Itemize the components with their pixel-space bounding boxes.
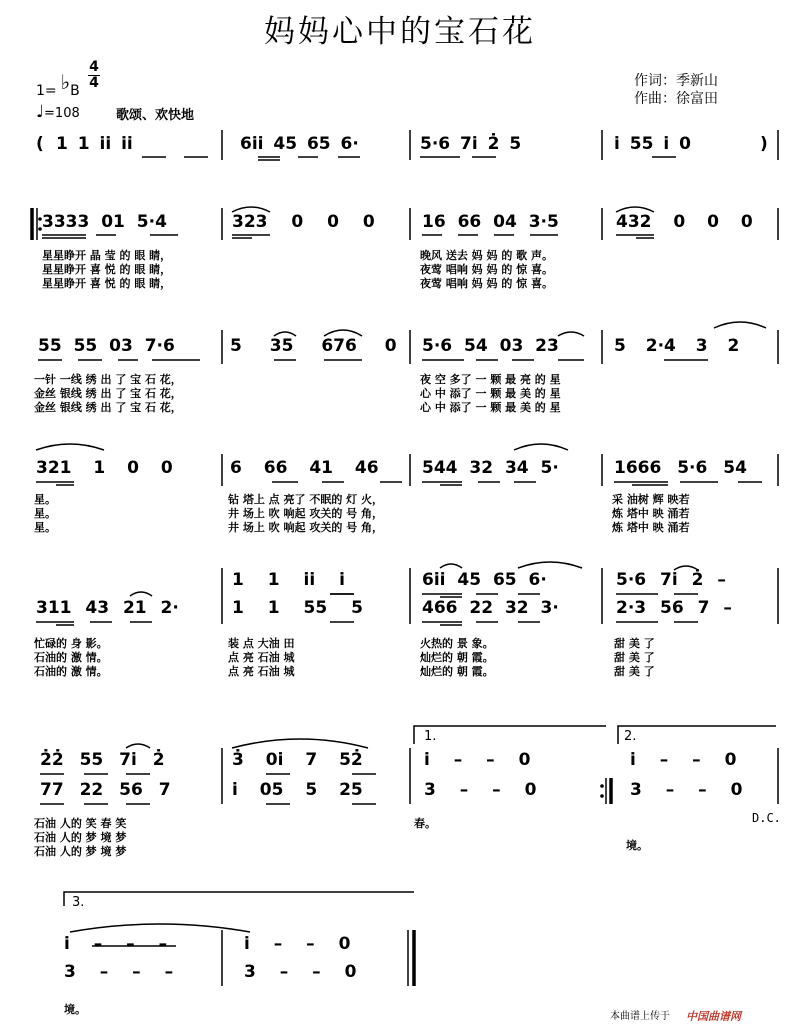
lyric: 星星睁开 喜 悦 的 眼 睛，: [42, 277, 172, 290]
expression-mark: 歌颂、欢快地: [116, 108, 195, 123]
measure-upper: i̇ – – 0: [244, 934, 351, 954]
measure: 3 – – 0: [424, 780, 537, 800]
dc-mark: D.C.: [752, 811, 781, 825]
lyric: 星。: [34, 507, 56, 520]
measure: 544 32 34 5·: [422, 458, 559, 478]
lyric: 石油的 激 情。: [34, 651, 108, 664]
measure: 6 66 41 46: [230, 458, 379, 478]
lyric: 星星睁开 喜 悦 的 眼 睛，: [42, 263, 172, 276]
quarter-note-icon: ♩: [36, 102, 45, 122]
time-bottom: 4: [89, 75, 99, 91]
volta-1-label: 1.: [424, 729, 437, 744]
measure-upper: i̇ – – 0: [424, 750, 531, 770]
measure: 1 1 i̇i̇ i̇i̇: [56, 134, 133, 154]
volta-2-label: 2.: [624, 729, 637, 744]
lyric: 星。: [34, 493, 56, 506]
lyric: 炼 塔中 映 涌若: [612, 507, 690, 520]
measure: 323 0 0 0: [232, 212, 375, 232]
measure: 432 0 0 0: [616, 212, 753, 232]
flat-icon: ♭: [60, 70, 71, 94]
site-logo[interactable]: 中国曲谱网: [686, 1010, 741, 1023]
lyric: 炼 塔中 映 涌若: [612, 521, 690, 534]
lyric: 金丝 银线 绣 出 了 宝 石 花，: [34, 387, 182, 400]
measure-upper: i̇ – – –: [64, 934, 168, 954]
lyric: 点 亮 石油 城: [228, 665, 295, 678]
measure-upper: 5·6 7i̇ 2̇ –: [616, 570, 726, 590]
lyric: 石油 人的 梦 境 梦: [34, 831, 127, 844]
lyric: 火热的 景 象。: [420, 637, 494, 650]
lyric: 石油的 激 情。: [34, 665, 108, 678]
time-top: 4: [89, 59, 99, 75]
intro-paren-open: (: [36, 134, 44, 154]
measure: 3 – – 0: [630, 780, 743, 800]
lyric: 心 中 添了 一 颗 最 美 的 星: [420, 401, 561, 414]
lyric: 一针 一线 绣 出 了 宝 石 花，: [34, 373, 182, 386]
page-title: 妈妈心中的宝石花: [264, 14, 536, 50]
measure: 311 43 21 2·: [36, 598, 179, 618]
measure-upper: 1 1 i̇i̇ i̇: [232, 570, 345, 590]
measure: 16 66 04 3·5: [422, 212, 559, 232]
measure: 5 35 676 0: [230, 336, 397, 356]
measure-upper: 6i̇i̇ 45 65 6·: [422, 570, 547, 590]
measure: i̇ 55 i̇ 0: [614, 134, 691, 154]
tempo-value: =108: [44, 106, 80, 121]
lyric: 忙碌的 身 影。: [34, 637, 108, 650]
lyric: 采 油树 辉 映若: [612, 493, 690, 506]
measure-upper: 2̇2̇ 55 7i̇ 2̇: [40, 750, 165, 770]
measure: 5 2·4 3 2: [614, 336, 740, 356]
lyric: 境。: [626, 839, 648, 852]
lyric: 点 亮 石油 城: [228, 651, 295, 664]
lyric: 井 场上 吹 响起 攻关的 号 角，: [228, 521, 383, 534]
measure: 1 1 55 5: [232, 598, 363, 618]
lyric: 灿烂的 朝 霞。: [420, 651, 494, 664]
measure: 5·6 54 03 23: [422, 336, 559, 356]
lyric: 甜 美 了: [614, 637, 655, 650]
lyric: 甜 美 了: [614, 665, 655, 678]
measure: 3 – – 0: [244, 962, 357, 982]
measure: 3333 01 5·4: [42, 212, 167, 232]
lyric: 心 中 添了 一 颗 最 美 的 星: [420, 387, 561, 400]
measure: 2·3 56 7 –: [616, 598, 732, 618]
lyric: 甜 美 了: [614, 651, 655, 664]
composer: 作曲：徐富田: [634, 91, 718, 107]
key-note: B: [70, 83, 80, 99]
lyric: 井 场上 吹 响起 攻关的 号 角，: [228, 507, 383, 520]
measure: 5·6 7i̇ 2̇ 5: [420, 134, 522, 154]
key-prefix: 1=: [36, 83, 57, 99]
lyric: 晚风 送去 妈 妈 的 歌 声。: [420, 249, 553, 262]
lyric: 春。: [414, 817, 436, 830]
lyric: 境。: [64, 1003, 86, 1016]
lyric: 石油 人的 笑 春 笑: [34, 817, 127, 830]
measure: 1666 5·6 54: [614, 458, 747, 478]
volta-3-label: 3.: [72, 895, 85, 910]
lyric: 钻 塔上 点 亮了 不眠的 灯 火，: [228, 493, 383, 506]
intro-paren-close: ): [760, 134, 768, 154]
measure-upper: i̇ – – 0: [630, 750, 737, 770]
lyric: 金丝 银线 绣 出 了 宝 石 花，: [34, 401, 182, 414]
measure: 3 – – –: [64, 962, 174, 982]
lyric: 星。: [34, 521, 56, 534]
measure: 77 22 56 7: [40, 780, 171, 800]
lyric: 装 点 大油 田: [228, 637, 295, 650]
measure: 466 22 32 3·: [422, 598, 559, 618]
measure: i̇ 05 5 25: [232, 780, 363, 800]
lyric: 石油 人的 梦 境 梦: [34, 845, 127, 858]
lyric: 星星睁开 晶 莹 的 眼 睛，: [42, 249, 172, 262]
measure: 321 1 0 0: [36, 458, 173, 478]
lyric: 夜莺 唱响 妈 妈 的 惊 喜。: [420, 263, 553, 276]
footer-text: 本曲谱上传于: [610, 1011, 670, 1022]
lyric: 夜莺 唱响 妈 妈 的 惊 喜。: [420, 277, 553, 290]
measure: 6i̇i̇ 45 65 6·: [240, 134, 359, 154]
measure: 55 55 03 7·6: [38, 336, 175, 356]
lyric: 灿烂的 朝 霞。: [420, 665, 494, 678]
measure-upper: 3̇ 0i̇ 7 52̇: [232, 750, 363, 770]
lyric: 夜 空 多了 一 颗 最 亮 的 星: [420, 373, 561, 386]
lyricist: 作词：季新山: [634, 73, 718, 89]
